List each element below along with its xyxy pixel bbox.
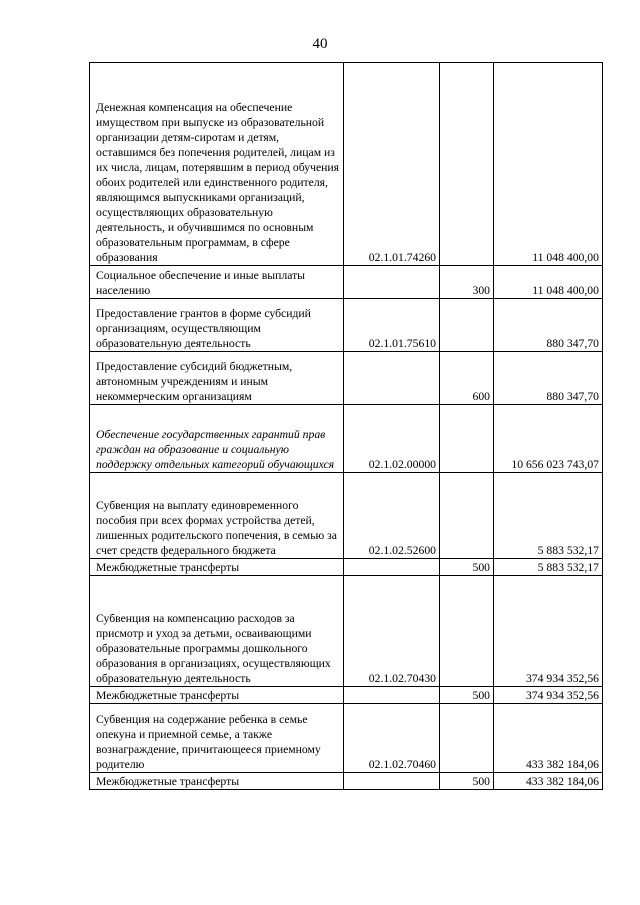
table-row (90, 299, 603, 352)
row-amount-cell: 11 048 400,00 (494, 63, 603, 266)
row-name-cell: Обеспечение государственных гарантий прав граждан на образование и социальную поддержку отдельных категорий обучающихся (90, 405, 344, 473)
row-expense-type-cell (440, 299, 494, 352)
table-row (90, 352, 603, 405)
row-code-cell (344, 352, 440, 405)
row-name-cell: Субвенция на компенсацию расходов за присмотр и уход за детьми, осваивающими образовательные программы дошкольного образования в организациях, осуществляющих образовательную деятельность (90, 576, 344, 687)
row-code-cell (344, 773, 440, 790)
row-code-cell: 02.1.02.70460 (344, 704, 440, 773)
row-amount-cell: 11 048 400,00 (494, 266, 603, 299)
budget-table-body (90, 63, 603, 790)
row-expense-type-cell (440, 576, 494, 687)
row-code-cell (344, 559, 440, 576)
row-amount-cell: 374 934 352,56 (494, 687, 603, 704)
row-expense-type-cell: 500 (440, 559, 494, 576)
row-name-cell: Межбюджетные трансферты (90, 687, 344, 704)
row-name-cell: Межбюджетные трансферты (90, 773, 344, 790)
row-amount-cell: 880 347,70 (494, 299, 603, 352)
row-code-cell: 02.1.01.75610 (344, 299, 440, 352)
row-name-cell: Субвенция на содержание ребенка в семье опекуна и приемной семье, а также вознаграждение, причитающееся приемному родителю (90, 704, 344, 773)
row-amount-cell: 880 347,70 (494, 352, 603, 405)
row-amount-cell: 433 382 184,06 (494, 773, 603, 790)
row-amount-cell: 374 934 352,56 (494, 576, 603, 687)
row-name-cell: Субвенция на выплату единовременного пособия при всех формах устройства детей, лишенных родительского попечения, в семью за счет средств федерального бюджета (90, 473, 344, 559)
row-name-cell: Предоставление субсидий бюджетным, автономным учреждениям и иным некоммерческим организациям (90, 352, 344, 405)
table-row (90, 473, 603, 559)
row-code-cell: 02.1.02.00000 (344, 405, 440, 473)
row-name-cell: Социальное обеспечение и иные выплаты населению (90, 266, 344, 299)
row-code-cell: 02.1.01.74260 (344, 63, 440, 266)
row-expense-type-cell: 300 (440, 266, 494, 299)
row-amount-cell: 433 382 184,06 (494, 704, 603, 773)
row-code-cell: 02.1.02.70430 (344, 576, 440, 687)
row-name-cell: Предоставление грантов в форме субсидий организациям, осуществляющим образовательную деятельность (90, 299, 344, 352)
page-number: 40 (312, 36, 328, 52)
row-expense-type-cell: 600 (440, 352, 494, 405)
row-code-cell (344, 687, 440, 704)
table-row (90, 405, 603, 473)
row-amount-cell: 5 883 532,17 (494, 559, 603, 576)
row-expense-type-cell: 500 (440, 773, 494, 790)
row-expense-type-cell (440, 405, 494, 473)
row-expense-type-cell (440, 473, 494, 559)
row-expense-type-cell: 500 (440, 687, 494, 704)
row-expense-type-cell (440, 63, 494, 266)
table-row (90, 63, 603, 266)
row-amount-cell: 5 883 532,17 (494, 473, 603, 559)
table-row (90, 559, 603, 576)
table-row (90, 704, 603, 773)
row-code-cell: 02.1.02.52600 (344, 473, 440, 559)
row-name-cell: Межбюджетные трансферты (90, 559, 344, 576)
table-row (90, 687, 603, 704)
table-row (90, 576, 603, 687)
table-row (90, 773, 603, 790)
row-code-cell (344, 266, 440, 299)
row-amount-cell: 10 656 023 743,07 (494, 405, 603, 473)
row-expense-type-cell (440, 704, 494, 773)
budget-table (89, 62, 603, 790)
table-row (90, 266, 603, 299)
row-name-cell: Денежная компенсация на обеспечение имуществом при выпуске из образовательной организации детям-сиротам и детям, оставшимся без попечения родителей, лицам из их числа, лицам, потерявшим в период обучения обоих родителей или единственного родителя, являющимся выпускниками организаций, осуществляющих образовательную деятельность, и обучившимся по основным образовательным программам, в сфере образования (90, 63, 344, 266)
